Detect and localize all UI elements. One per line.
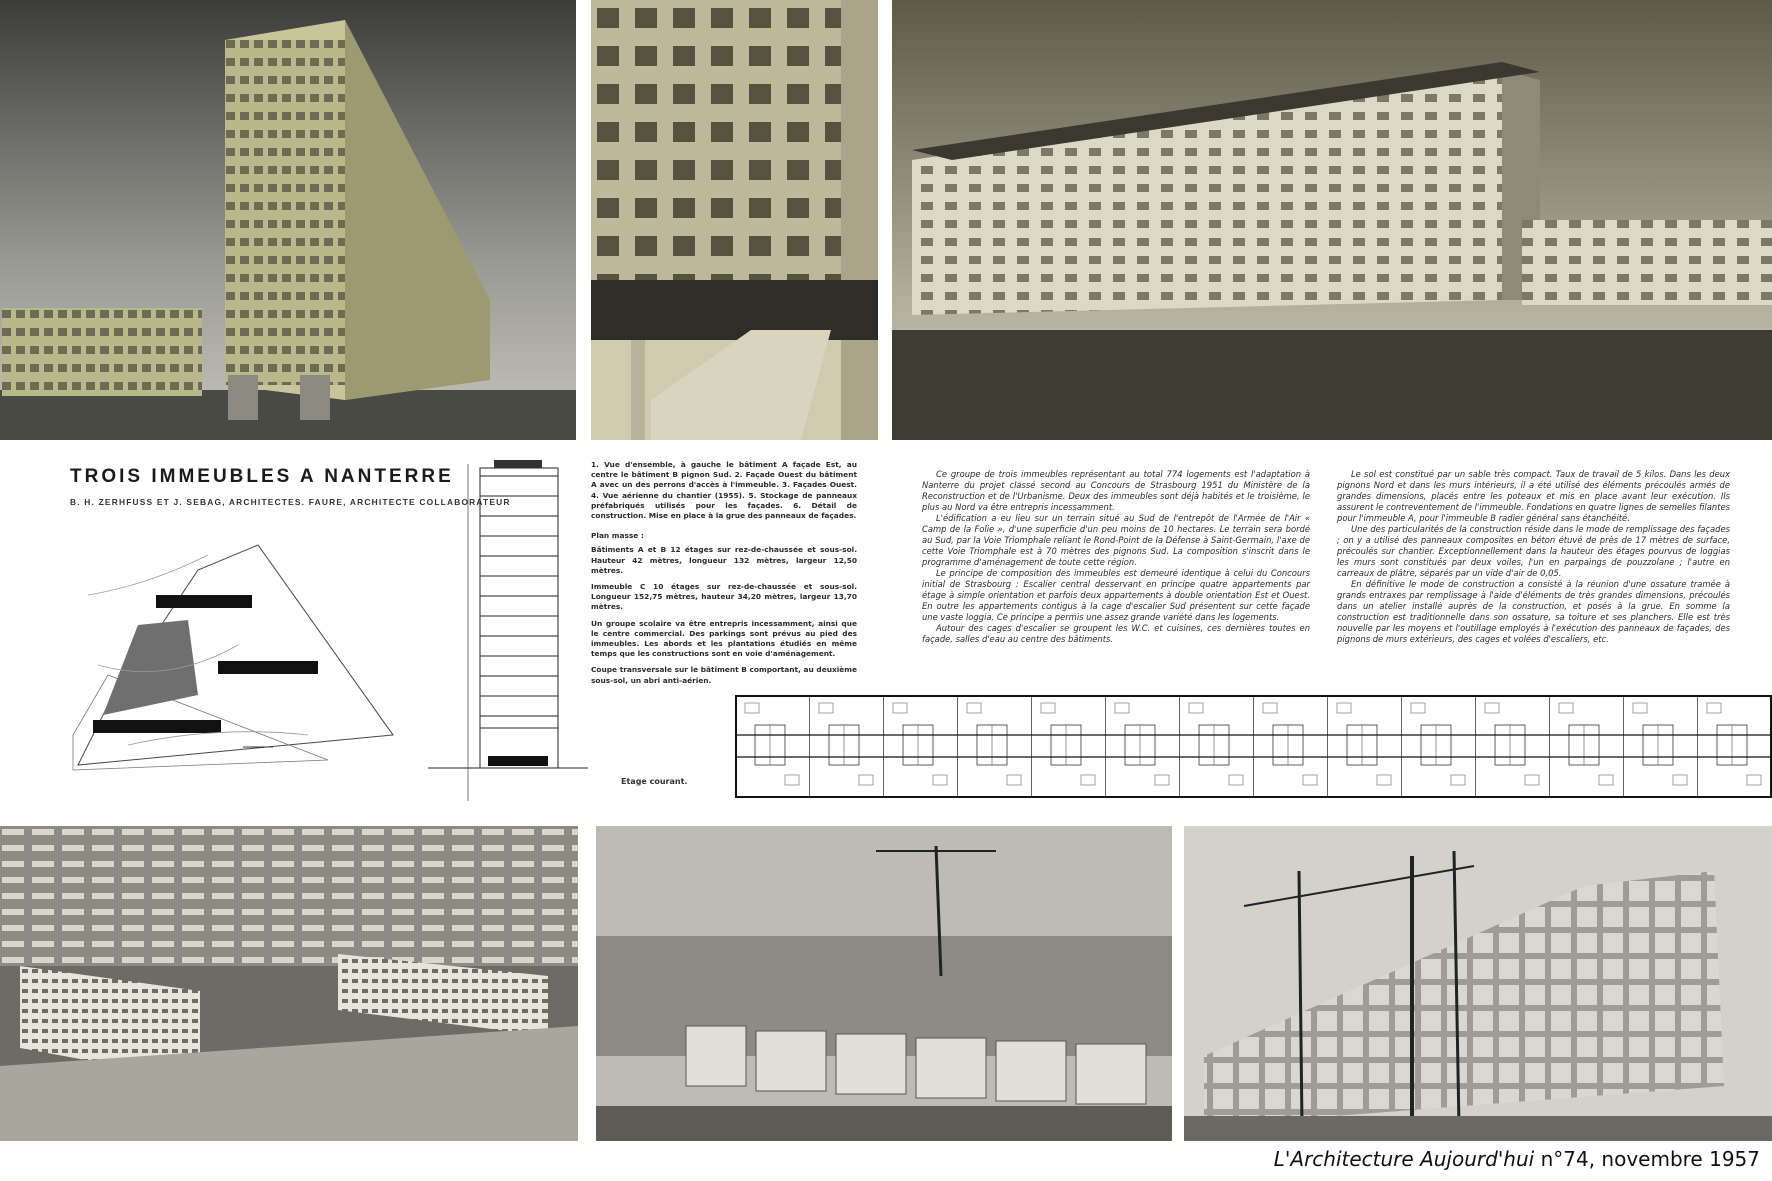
photo-facades-ouest xyxy=(892,0,1772,440)
body-paragraph: L'édification a eu lieu sur un terrain situé au Sud de l'entrepôt de l'Armée de l'Air « Camp de la Folie », d'une superficie d'un peu moins de 10 hectares. Le terrain sera bordé au Sud, par la Voie Triomphale reliant le Rond-Point de la Défense à Saint-Germain, l'axe de cette Voie Triomphale est à 70 mètres des pignons Sud. La composition s'inscrit dans le programme d'aménagement de toute cette région. xyxy=(922,513,1310,567)
photo-facade-ouest-entrance xyxy=(591,0,878,440)
body-paragraph: Une des particularités de la construction réside dans le mode de remplissage des façades ; on y a utilisé des panneaux composites en béton étuvé de près de 17 mètres de surface, précoulés sur chantier. Exceptionnellement dans la hauteur des étages pourvus de loggias les murs sont constitués par deux voiles, l'un en parpaings de pouzzolane ; l'autre en carreaux de plâtre, séparés par un vide d'air de 0,05. xyxy=(1337,524,1730,578)
photo-aerial-worksite xyxy=(0,826,578,1141)
credit-issue: n°74, novembre 1957 xyxy=(1534,1147,1760,1171)
caption-photo-list: 1. Vue d'ensemble, à gauche le bâtiment A façade Est, au centre le bâtiment B pignon Sud. 2. Façade Ouest du bâtiment A avec un des perrons d'accès à l'immeuble. 3. Façades Ouest. 4. Vue aérienne du chantier (1955). 5. Stockage de panneaux préfabriqués utilisés pour les façades. 6. Détail de construction. Mise en place à la grue des panneaux de façades. xyxy=(591,460,857,521)
caption-plan-c: Immeuble C 10 étages sur rez-de-chaussée et sous-sol. Longueur 152,75 mètres, hauteur 34,20 mètres, largeur 13,70 mètres. xyxy=(591,582,857,612)
section-drawing-batiment-b xyxy=(428,456,588,812)
credit-journal: L'Architecture Aujourd'hui xyxy=(1273,1147,1535,1171)
caption-section: Coupe transversale sur le bâtiment B comportant, au deuxième sous-sol, un abri anti-aérien. xyxy=(591,665,857,685)
body-paragraph: Ce groupe de trois immeubles représentant au total 774 logements est l'adaptation à Nanterre du projet classé second au Concours de Strasbourg 1951 du Ministère de la Reconstruction et de l'Urbanisme. Deux des immeubles sont déjà habités et le troisième, le plus au Nord va être entrepris incessamment. xyxy=(922,469,1310,512)
article-authors: B. H. ZERHFUSS ET J. SEBAG, ARCHITECTES. FAURE, ARCHITECTE COLLABORATEUR xyxy=(70,497,511,507)
caption-plan-heading: Plan masse : xyxy=(591,531,644,541)
floor-plan-drawing xyxy=(735,695,1772,798)
caption-school: Un groupe scolaire va être entrepris incessamment, ainsi que le centre commercial. Des parkings sont prévus au pied des immeubles. Les abords et les plantations étudiés en même temps que les constructions sont en voie d'aménagement. xyxy=(591,618,857,659)
source-credit xyxy=(1274,1147,1760,1171)
body-paragraph: En définitive le mode de construction a consisté à la réunion d'une ossature tramée à grands entraxes par remplissage à l'aide d'éléments de très grandes dimensions, précoulés dans un atelier installé auprès de la construction, et posés à la grue. En somme la construction est traditionnelle dans son ossature, sa toiture et ses planchers. Elle est très nouvelle par les moyens et l'outillage employés à l'exécution des panneaux de façades, des pignons de murs extérieurs, des cages et volées d'escaliers, etc. xyxy=(1337,579,1730,644)
site-plan-drawing xyxy=(68,525,398,773)
figure-label-etage-courant: Etage courant. xyxy=(621,777,688,786)
body-paragraph: Le principe de composition des immeubles est demeuré identique à celui du Concours initial de Strasbourg : Escalier central desservant en principe quatre appartements par étage à simple orientation et parfois deux appartements à double orientation Est et Ouest. En outre les appartements contigus à la cage d'escalier Sud présentent sur cette façade une vaste loggia. Ce principe a permis une assez grande variété dans les logements. xyxy=(922,568,1310,622)
photo-ensemble-view xyxy=(0,0,576,440)
body-text-column-1 xyxy=(922,469,1310,645)
article-title: TROIS IMMEUBLES A NANTERRE xyxy=(70,466,454,487)
body-paragraph: Le sol est constitué par un sable très compact. Taux de travail de 5 kilos. Dans les deux pignons Nord et dans les murs intérieurs, il a été utilisé des éléments précoulés armés de grandes dimensions, placés entre les poteaux et mis en place avant leur exécution. Ils assurent le contreventement de l'immeuble. Fondations en quatre lignes de semelles filantes pour l'immeuble A, pour l'immeuble B radier général sans étanchéité. xyxy=(1337,469,1730,523)
body-text-column-2 xyxy=(1337,469,1730,645)
body-paragraph: Autour des cages d'escalier se groupent les W.C. et cuisines, ces dernières toutes en façade, salles d'eau au centre des bâtiments. xyxy=(922,623,1310,644)
photo-prefab-panels-storage xyxy=(596,826,1172,1141)
caption-plan-a-b: Bâtiments A et B 12 étages sur rez-de-chaussée et sous-sol. Hauteur 42 mètres, longueur 132 mètres, largeur 12,50 mètres. xyxy=(591,545,857,575)
photo-construction-detail-crane xyxy=(1184,826,1772,1141)
captions-column xyxy=(591,460,857,692)
